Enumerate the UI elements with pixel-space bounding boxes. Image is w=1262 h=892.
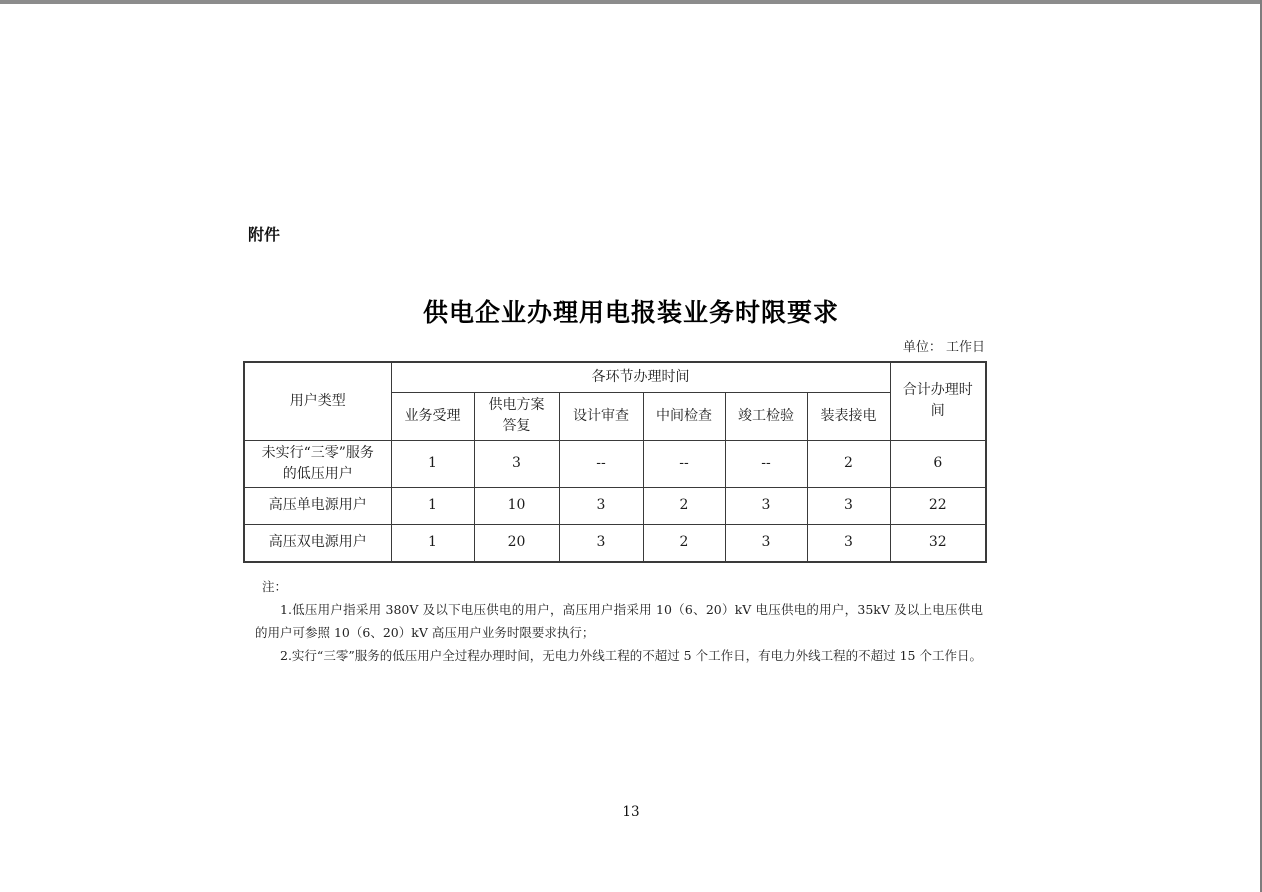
time-limit-table bbox=[243, 361, 987, 563]
header-total-time: 合计办理时间 bbox=[890, 362, 986, 440]
note-item-2: 2.实行“三零”服务的低压用户全过程办理时间，无电力外线工程的不超过 5 个工作日，有电力外线工程的不超过 15 个工作日。 bbox=[280, 648, 982, 663]
cell-value: 2 bbox=[807, 440, 890, 487]
cell-value: 22 bbox=[890, 487, 986, 524]
header-stage-completion-inspection: 竣工检验 bbox=[725, 392, 807, 440]
unit-label: 单位： 工作日 bbox=[902, 340, 985, 355]
header-stage-group: 各环节办理时间 bbox=[391, 362, 890, 392]
cell-value: 3 bbox=[725, 524, 807, 562]
note-item-1: 1.低压用户指采用 380V 及以下电压供电的用户，高压用户指采用 10（6、20）kV 电压供电的用户，35kV 及以上电压供电的用户可参照 10（6、20）kV 高压用户业务时限要求执行； bbox=[255, 602, 983, 640]
header-stage-interim-inspection: 中间检查 bbox=[643, 392, 725, 440]
cell-value: -- bbox=[643, 440, 725, 487]
header-stage-design-review: 设计审查 bbox=[559, 392, 643, 440]
cell-value: 20 bbox=[474, 524, 559, 562]
table-row bbox=[244, 487, 986, 524]
cell-value: 32 bbox=[890, 524, 986, 562]
table-row bbox=[244, 440, 986, 487]
cell-value: 6 bbox=[890, 440, 986, 487]
cell-value: 3 bbox=[807, 524, 890, 562]
row-user-type: 高压单电源用户 bbox=[244, 487, 391, 524]
row-user-type: 高压双电源用户 bbox=[244, 524, 391, 562]
page-title: 供电企业办理用电报装业务时限要求 bbox=[422, 298, 839, 327]
table-header-row-1 bbox=[244, 362, 986, 392]
header-stage-acceptance: 业务受理 bbox=[391, 392, 474, 440]
cell-value: 2 bbox=[643, 524, 725, 562]
cell-value: 3 bbox=[559, 524, 643, 562]
header-stage-supply-plan-reply: 供电方案答复 bbox=[474, 392, 559, 440]
cell-value: 2 bbox=[643, 487, 725, 524]
cell-value: 1 bbox=[391, 524, 474, 562]
page-number: 13 bbox=[622, 804, 640, 820]
cell-value: 3 bbox=[807, 487, 890, 524]
cell-value: 1 bbox=[391, 487, 474, 524]
notes-section bbox=[255, 575, 983, 667]
table-row bbox=[244, 524, 986, 562]
cell-value: 1 bbox=[391, 440, 474, 487]
top-border-bar bbox=[0, 0, 1262, 4]
cell-value: -- bbox=[559, 440, 643, 487]
header-user-type: 用户类型 bbox=[244, 362, 391, 440]
header-stage-meter-connection: 装表接电 bbox=[807, 392, 890, 440]
cell-value: 3 bbox=[725, 487, 807, 524]
cell-value: 3 bbox=[474, 440, 559, 487]
row-user-type: 未实行“三零”服务的低压用户 bbox=[244, 440, 391, 487]
notes-label: 注： bbox=[262, 579, 288, 594]
cell-value: 3 bbox=[559, 487, 643, 524]
attachment-label: 附件 bbox=[248, 225, 281, 244]
cell-value: -- bbox=[725, 440, 807, 487]
cell-value: 10 bbox=[474, 487, 559, 524]
